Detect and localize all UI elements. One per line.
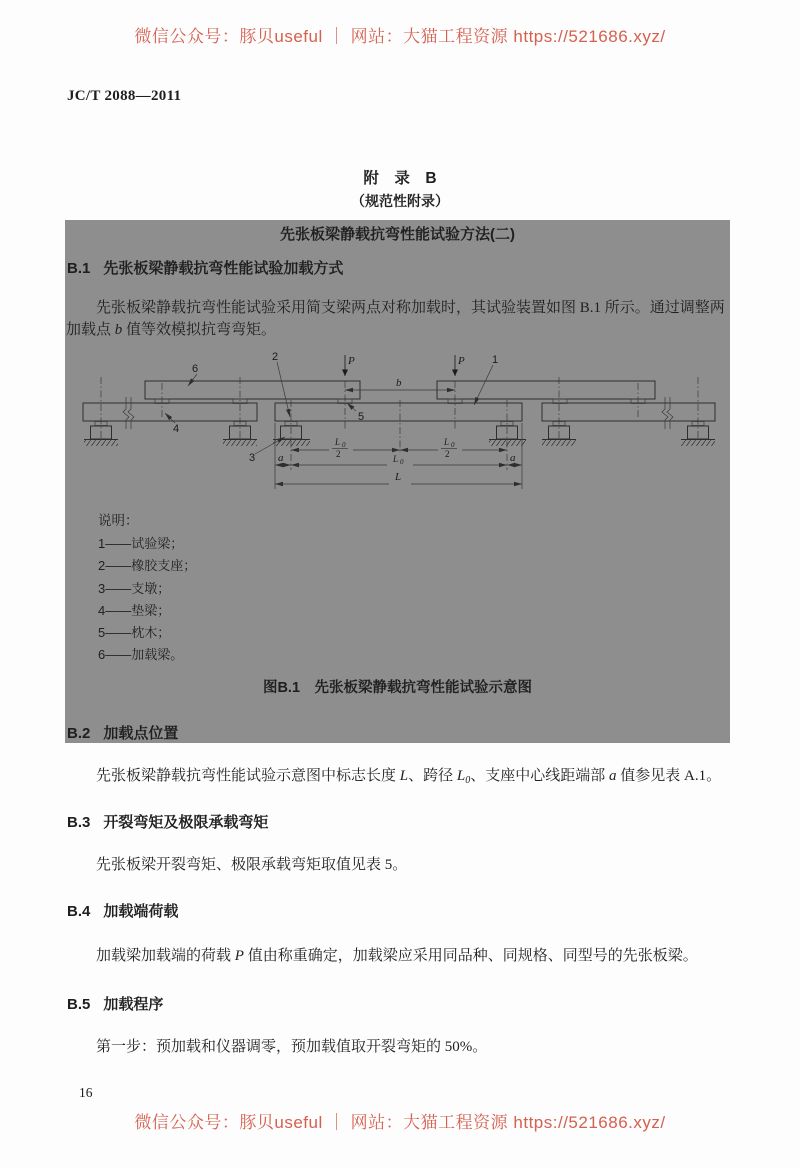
loading-beam-left bbox=[145, 381, 360, 399]
callout-load-beam: 6 bbox=[192, 363, 199, 375]
variable-a: a bbox=[608, 768, 617, 784]
section-number: B.4 bbox=[67, 903, 91, 920]
pad-beam-right bbox=[542, 403, 715, 421]
svg-text:2: 2 bbox=[445, 449, 450, 459]
standard-code: JC/T 2088—2011 bbox=[67, 88, 182, 104]
dimension-span-row bbox=[275, 452, 522, 466]
legend-item: 1——试验梁； bbox=[98, 536, 184, 551]
loading-beam-right bbox=[437, 381, 655, 399]
appendix-type-note: （规范性附录） bbox=[351, 193, 449, 209]
svg-text:0: 0 bbox=[400, 458, 404, 466]
figure-panel bbox=[65, 220, 730, 743]
appendix-title: 附 录 B bbox=[363, 170, 437, 187]
section-title: 加载程序 bbox=[103, 996, 164, 1013]
load-label-right: P bbox=[458, 355, 465, 367]
figure-caption: 图B.1 先张板梁静载抗弯性能试验示意图 bbox=[262, 680, 533, 696]
section-number: B.5 bbox=[67, 996, 91, 1013]
section-number: B.3 bbox=[67, 814, 91, 831]
dimension-total-length bbox=[275, 471, 522, 484]
test-setup-diagram bbox=[65, 343, 730, 498]
svg-text:0: 0 bbox=[342, 441, 346, 449]
watermark-banner-top: 微信公众号：豚贝useful ｜ 网站：大猫工程资源 https://521686.xyz/ bbox=[134, 27, 666, 46]
variable-L: L bbox=[399, 768, 409, 784]
paragraph-b5: 第一步：预加载和仪器调零，预加载值取开裂弯矩的 50%。 bbox=[96, 1039, 488, 1055]
break-marks bbox=[123, 397, 673, 429]
legend-item: 6——加载梁。 bbox=[98, 647, 184, 663]
svg-text:L: L bbox=[335, 437, 341, 447]
svg-text:L: L bbox=[444, 437, 450, 447]
figure-legend bbox=[98, 533, 196, 667]
dim-label-a-left: a bbox=[278, 452, 284, 464]
fraction-L0-over-2-right bbox=[441, 437, 457, 459]
callout-pad-beam: 4 bbox=[173, 423, 180, 435]
dim-label-L0: L bbox=[393, 454, 399, 464]
dimension-b bbox=[345, 377, 455, 390]
legend-item: 5——枕木； bbox=[98, 625, 171, 641]
section-heading-b2 bbox=[67, 722, 178, 743]
section-title: 加载端荷载 bbox=[103, 903, 179, 920]
paragraph-text: 、跨径 bbox=[408, 768, 457, 784]
legend-item: 4——垫梁； bbox=[98, 602, 171, 618]
paragraph-text: 先张板梁静载抗弯性能试验示意图中标志长度 bbox=[96, 768, 400, 784]
variable-L0-subscript: 0 bbox=[465, 775, 471, 786]
section-heading-b5 bbox=[67, 993, 163, 1014]
callout-rubber-bearing: 2 bbox=[272, 351, 279, 363]
dim-label-L: L bbox=[395, 471, 402, 483]
section-title: 开裂弯矩及极限承载弯矩 bbox=[103, 814, 269, 831]
paragraph-b2 bbox=[66, 765, 730, 792]
centerlines bbox=[101, 377, 698, 470]
svg-text:0: 0 bbox=[451, 441, 455, 449]
variable-b: b bbox=[114, 322, 123, 338]
section-title: 加载点位置 bbox=[103, 725, 179, 742]
bearing-pads bbox=[95, 422, 704, 426]
variable-L0: L bbox=[456, 768, 466, 784]
paragraph-text: 值等效模拟抗弯弯矩。 bbox=[122, 322, 277, 338]
paragraph-b3: 先张板梁开裂弯矩、极限承载弯矩取值见表 5。 bbox=[96, 857, 408, 873]
load-arrows bbox=[345, 355, 465, 376]
svg-text:2: 2 bbox=[336, 449, 341, 459]
pier-support-left bbox=[273, 426, 310, 446]
section-number: B.2 bbox=[67, 725, 91, 742]
legend-title: 说明： bbox=[98, 513, 139, 528]
page-number: 16 bbox=[79, 1085, 93, 1100]
test-beam bbox=[275, 403, 522, 421]
legend-item: 2——橡胶支座； bbox=[98, 558, 197, 574]
watermark-banner-bottom: 微信公众号：豚贝useful ｜ 网站：大猫工程资源 https://521686.xyz/ bbox=[134, 1113, 666, 1132]
section-title: 先张板梁静载抗弯性能试验加载方式 bbox=[103, 260, 344, 277]
section-heading-b1 bbox=[67, 257, 343, 278]
callout-sleeper: 5 bbox=[358, 411, 365, 423]
section-number: B.1 bbox=[67, 260, 91, 277]
paragraph-text: 先张板梁静载抗弯性能试验采用简支梁两点对称加载时，其试验装置如图 B.1 所示。通过调整两加载点 bbox=[66, 300, 725, 338]
paragraph-text: 加载梁加载端的荷载 bbox=[96, 948, 235, 964]
callout-labels bbox=[165, 351, 498, 464]
method-title: 先张板梁静载抗弯性能试验方法(二) bbox=[280, 226, 515, 243]
paragraph-text: 、支座中心线距端部 bbox=[470, 768, 609, 784]
section-heading-b4 bbox=[67, 900, 178, 921]
load-label-left: P bbox=[348, 355, 355, 367]
fraction-L0-over-2-left bbox=[332, 437, 348, 459]
dim-label-a-right: a bbox=[510, 452, 516, 464]
legend-item: 3——支墩； bbox=[98, 580, 171, 596]
paragraph-text: 值参见表 A.1。 bbox=[616, 768, 722, 784]
paragraph-text: 值由称重确定，加载梁应采用同品种、同规格、同型号的先张板梁。 bbox=[243, 948, 698, 964]
pier-support-right bbox=[489, 426, 526, 446]
section-heading-b3 bbox=[67, 811, 268, 832]
callout-pier: 3 bbox=[249, 452, 256, 464]
dimension-half-spans bbox=[291, 437, 507, 459]
paragraph-b1 bbox=[66, 297, 729, 341]
variable-P: P bbox=[234, 948, 244, 964]
callout-test-beam: 1 bbox=[492, 354, 499, 366]
paragraph-b4 bbox=[66, 945, 730, 967]
dim-label-b: b bbox=[396, 377, 402, 389]
